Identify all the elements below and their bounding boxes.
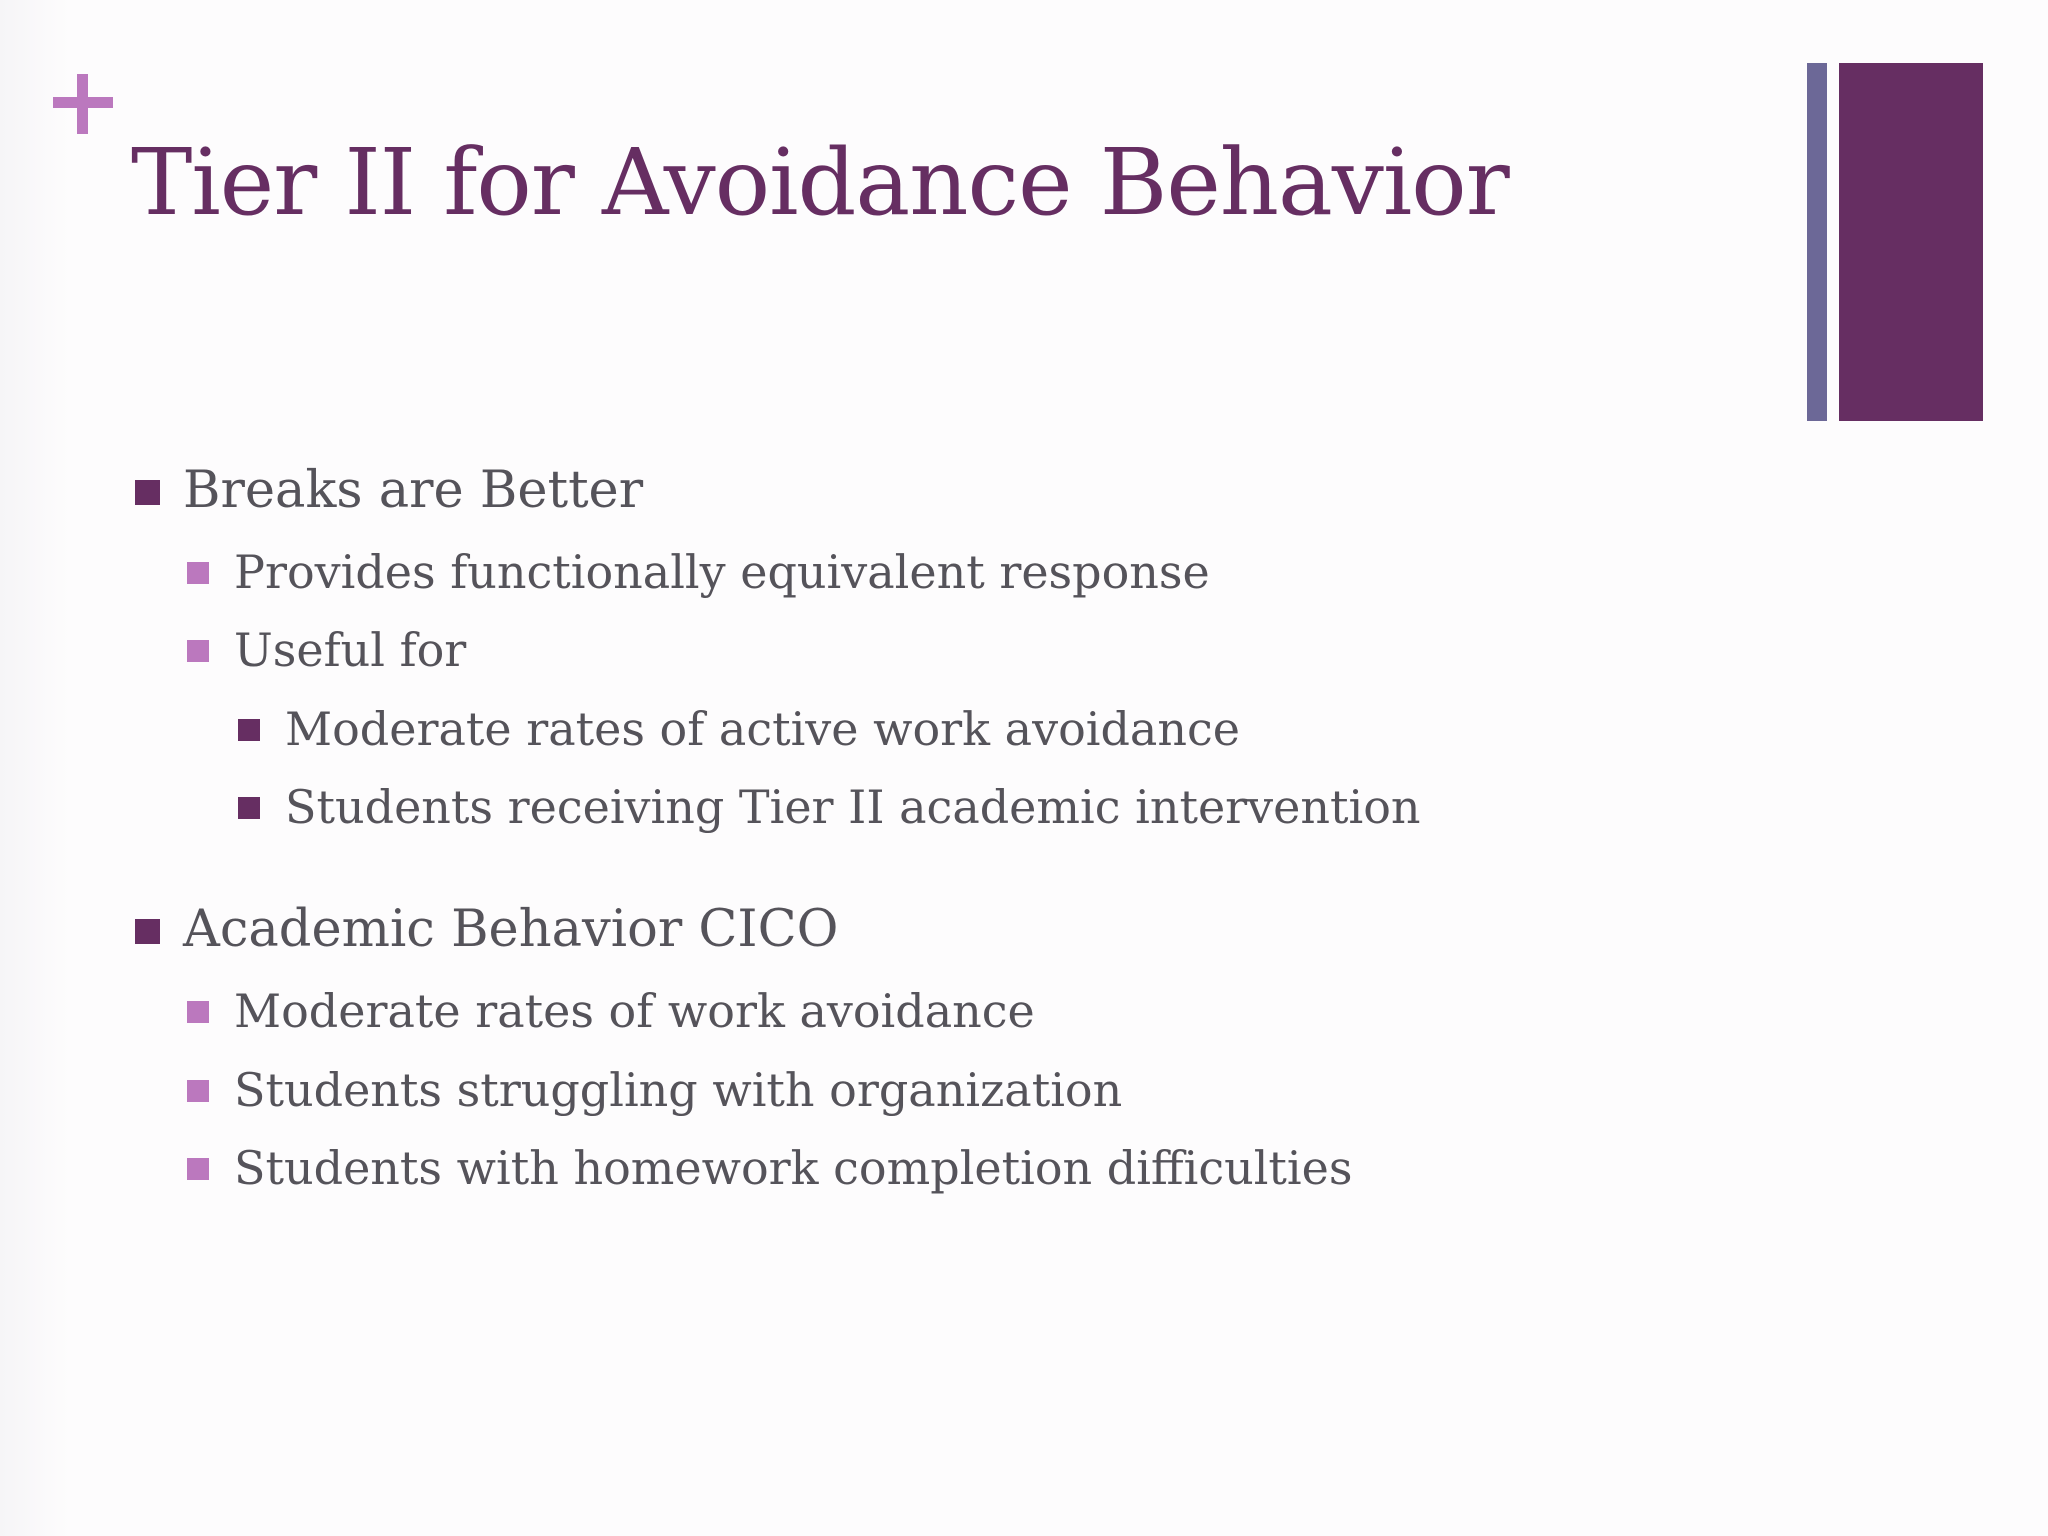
square-bullet-icon (187, 562, 209, 584)
sub-bullet-equivalent-response: Provides functionally equivalent response (234, 540, 1210, 604)
bullet-academic-behavior-cico: Academic Behavior CICO (183, 895, 838, 965)
square-bullet-icon (187, 1158, 209, 1180)
sub-bullet-useful-for: Useful for (234, 618, 466, 682)
square-bullet-icon (187, 1080, 209, 1102)
sub-bullet-homework-completion: Students with homework completion difficulties (234, 1136, 1352, 1200)
square-bullet-icon (135, 919, 160, 944)
sub-bullet-work-avoidance: Moderate rates of work avoidance (234, 979, 1035, 1043)
sub-bullet-organization: Students struggling with organization (234, 1058, 1122, 1122)
sub-sub-bullet-active-work-avoidance: Moderate rates of active work avoidance (285, 697, 1240, 761)
square-bullet-icon (187, 640, 209, 662)
sub-sub-bullet-tier-ii-intervention: Students receiving Tier II academic intervention (285, 775, 1421, 839)
bullet-breaks-are-better: Breaks are Better (183, 456, 643, 526)
square-bullet-icon (135, 480, 160, 505)
square-bullet-icon (238, 719, 260, 741)
slide-title: Tier II for Avoidance Behavior (131, 129, 1509, 236)
square-bullet-icon (187, 1001, 209, 1023)
square-bullet-icon (238, 797, 260, 819)
